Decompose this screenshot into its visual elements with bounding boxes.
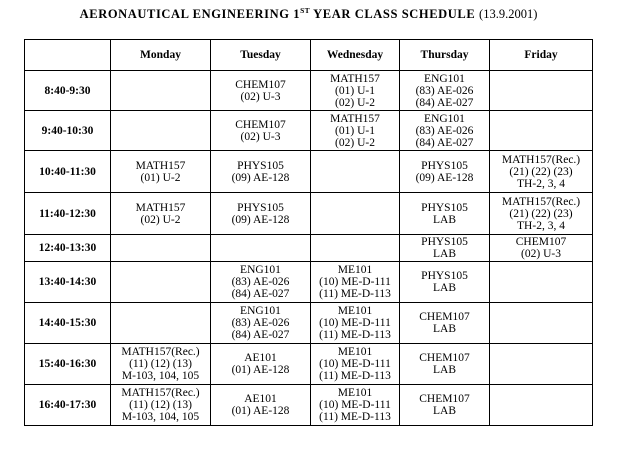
class-cell-friday [490,262,593,303]
course-code: PHYS105 [421,159,468,172]
course-detail: TH-2, 3, 4 [517,219,565,232]
time-slot: 14:40-15:30 [25,303,111,344]
course-detail: (84) AE-027 [415,96,474,109]
header-wednesday: Wednesday [311,40,400,71]
header-friday: Friday [490,40,593,71]
table-row [25,71,593,111]
course-detail: M-103, 104, 105 [121,411,200,423]
time-slot: 15:40-16:30 [25,344,111,385]
course-detail: (21) (22) (23) [509,165,573,178]
header-thursday: Thursday [400,40,490,71]
class-cell-wednesday [311,235,400,262]
course-code: ENG101 [424,72,465,85]
time-slot: 12:40-13:30 [25,235,111,262]
course-detail: (83) AE-026 [231,276,290,288]
class-cell-tuesday [211,303,311,344]
course-detail: (21) (22) (23) [509,207,573,220]
course-detail: (01) AE-128 [231,364,290,376]
course-detail: (10) ME-D-111 [319,399,391,411]
course-detail: (01) U-2 [140,171,181,184]
class-cell-tuesday [211,71,311,111]
course-code: CHEM107 [419,352,470,364]
course-detail: TH-2, 3, 4 [517,177,565,190]
table-row [25,193,593,235]
course-code: CHEM107 [419,393,470,405]
class-cell-thursday [400,262,490,303]
course-detail: LAB [433,405,456,417]
course-detail: (02) U-3 [240,90,281,103]
class-cell-monday [111,262,211,303]
class-cell-friday [490,151,593,193]
header-corner [25,40,111,71]
class-cell-tuesday [211,344,311,385]
course-code: CHEM107 [235,78,286,91]
class-cell-thursday [400,344,490,385]
class-cell-monday [111,71,211,111]
table-row [25,262,593,303]
course-code: AE101 [244,393,277,405]
time-slot: 13:40-14:30 [25,262,111,303]
course-code: MATH157 [330,72,380,85]
course-code: CHEM107 [235,118,286,131]
class-cell-wednesday [311,71,400,111]
title-ordinal: ST [300,5,310,15]
course-code: MATH157(Rec.) [501,153,581,166]
table-row [25,235,593,262]
class-cell-tuesday [211,151,311,193]
course-detail: LAB [433,282,456,294]
course-detail: (09) AE-128 [415,171,474,184]
course-detail: (11) ME-D-113 [319,411,391,423]
course-detail: (01) AE-128 [231,405,290,417]
course-code: PHYS105 [237,159,284,172]
course-code: PHYS105 [421,270,468,282]
course-code: ENG101 [424,112,465,125]
class-cell-friday [490,193,593,235]
class-cell-thursday [400,151,490,193]
schedule-table [24,39,593,426]
header-monday: Monday [111,40,211,71]
class-cell-monday [111,193,211,235]
course-detail: M-103, 104, 105 [121,370,200,382]
table-row [25,385,593,426]
course-detail: (02) U-3 [521,248,561,260]
class-cell-friday [490,71,593,111]
course-detail: (10) ME-D-111 [319,317,391,329]
class-cell-monday [111,385,211,426]
course-detail: LAB [433,248,456,260]
schedule-title [0,7,617,22]
course-code: ENG101 [240,305,281,317]
course-detail: (83) AE-026 [415,84,474,97]
class-cell-friday [490,344,593,385]
course-detail: (11) (12) (13) [129,358,192,370]
class-cell-wednesday [311,303,400,344]
time-slot: 10:40-11:30 [25,151,111,193]
class-cell-wednesday [311,151,400,193]
course-code: MATH157(Rec.) [121,387,200,399]
time-slot: 8:40-9:30 [25,71,111,111]
course-code: MATH157(Rec.) [121,346,200,358]
class-cell-tuesday [211,111,311,151]
course-code: CHEM107 [515,236,567,248]
course-detail: LAB [433,213,456,226]
table-row [25,344,593,385]
title-rest: YEAR CLASS SCHEDULE [309,7,480,21]
course-detail: (01) U-1 [335,124,375,137]
class-cell-tuesday [211,262,311,303]
class-cell-friday [490,385,593,426]
course-code: AE101 [244,352,277,364]
title-main: AERONAUTICAL ENGINEERING 1 [79,7,301,21]
course-detail: (10) ME-D-111 [319,276,391,288]
header-row [25,40,593,71]
course-code: PHYS105 [237,201,284,214]
course-code: CHEM107 [419,311,470,323]
course-detail: (84) AE-027 [415,136,474,149]
course-detail: (02) U-2 [335,136,375,149]
class-cell-wednesday [311,385,400,426]
class-cell-friday [490,303,593,344]
class-cell-thursday [400,111,490,151]
course-detail: (83) AE-026 [415,124,474,137]
course-code: ME101 [337,264,373,276]
course-detail: (11) ME-D-113 [319,370,391,382]
class-cell-thursday [400,303,490,344]
class-cell-thursday [400,235,490,262]
course-code: MATH157 [330,112,380,125]
class-cell-tuesday [211,235,311,262]
class-cell-tuesday [211,385,311,426]
class-cell-monday [111,151,211,193]
course-code: PHYS105 [421,201,468,214]
course-detail: (02) U-2 [335,96,375,109]
table-row [25,151,593,193]
class-cell-friday [490,111,593,151]
class-cell-monday [111,111,211,151]
table-row [25,111,593,151]
course-code: MATH157 [135,201,186,214]
course-code: MATH157(Rec.) [501,195,581,208]
course-detail: (84) AE-027 [231,329,290,341]
course-detail: (10) ME-D-111 [319,358,391,370]
course-detail: LAB [433,323,456,335]
course-detail: LAB [433,364,456,376]
time-slot: 9:40-10:30 [25,111,111,151]
course-code: PHYS105 [421,236,468,248]
class-cell-thursday [400,193,490,235]
course-detail: (11) (12) (13) [129,399,192,411]
course-code: ENG101 [240,264,281,276]
class-cell-thursday [400,385,490,426]
class-cell-wednesday [311,262,400,303]
course-code: ME101 [337,346,373,358]
course-code: MATH157 [135,159,186,172]
class-cell-monday [111,344,211,385]
course-detail: (02) U-2 [140,213,181,226]
time-slot: 16:40-17:30 [25,385,111,426]
course-detail: (83) AE-026 [231,317,290,329]
class-cell-thursday [400,71,490,111]
course-detail: (11) ME-D-113 [319,288,391,300]
title-date: (13.9.2001) [479,7,538,21]
header-tuesday: Tuesday [211,40,311,71]
course-detail: (11) ME-D-113 [319,329,391,341]
course-detail: (84) AE-027 [231,288,290,300]
course-code: ME101 [337,305,373,317]
course-detail: (09) AE-128 [231,213,290,226]
course-detail: (01) U-1 [335,84,375,97]
course-code: ME101 [337,387,373,399]
class-cell-tuesday [211,193,311,235]
course-detail: (02) U-3 [240,130,281,143]
class-cell-wednesday [311,111,400,151]
course-detail: (09) AE-128 [231,171,290,184]
class-cell-wednesday [311,344,400,385]
class-cell-friday [490,235,593,262]
class-cell-wednesday [311,193,400,235]
class-cell-monday [111,303,211,344]
class-cell-monday [111,235,211,262]
table-row [25,303,593,344]
time-slot: 11:40-12:30 [25,193,111,235]
